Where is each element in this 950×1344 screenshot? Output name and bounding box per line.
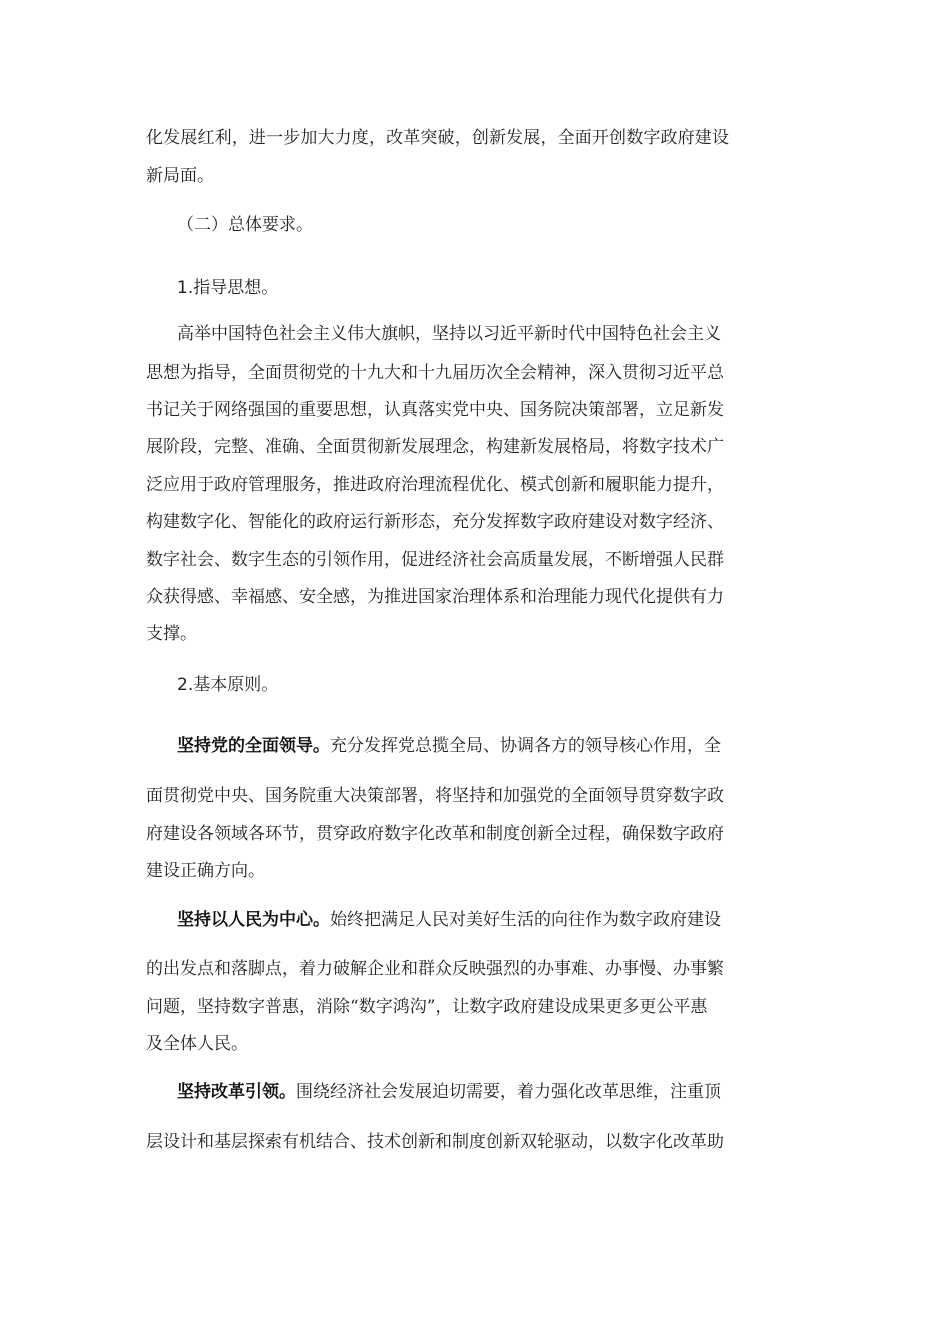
principle-first-line bbox=[177, 1080, 721, 1104]
paragraph-line: 支撑。 bbox=[146, 624, 197, 644]
paragraph-line: 及全体人民。 bbox=[146, 1034, 248, 1054]
principle-lead: 坚持改革引领。 bbox=[177, 1082, 296, 1102]
paragraph-line: 府建设各领域各环节，贯穿政府数字化改革和制度创新全过程，确保数字政府 bbox=[146, 824, 724, 844]
paragraph-line: 面贯彻党中央、国务院重大决策部署，将坚持和加强党的全面领导贯穿数字政 bbox=[146, 786, 724, 806]
intro-line: 化发展红利，进一步加大力度，改革突破，创新发展，全面开创数字政府建设 bbox=[146, 128, 730, 148]
paragraph-line: 书记关于网络强国的重要思想，认真落实党中央、国务院决策部署，立足新发 bbox=[146, 400, 724, 420]
paragraph-line: 层设计和基层探索有机结合、技术创新和制度创新双轮驱动，以数字化改革助 bbox=[146, 1132, 724, 1152]
paragraph-line: 数字社会、数字生态的引领作用，促进经济社会高质量发展，不断增强人民群 bbox=[146, 550, 724, 570]
subsection-heading: 1.指导思想。 bbox=[177, 278, 279, 298]
paragraph-line: 众获得感、幸福感、安全感，为推进国家治理体系和治理能力现代化提供有力 bbox=[146, 587, 724, 607]
principle-text: 充分发挥党总揽全局、协调各方的领导核心作用，全 bbox=[330, 736, 721, 756]
subsection-heading: 2.基本原则。 bbox=[177, 675, 279, 695]
principle-text: 始终把满足人民对美好生活的向往作为数字政府建设 bbox=[330, 910, 721, 930]
paragraph-line: 泛应用于政府管理服务，推进政府治理流程优化、模式创新和履职能力提升， bbox=[146, 475, 724, 495]
paragraph-line: 展阶段，完整、准确、全面贯彻新发展理念，构建新发展格局，将数字技术广 bbox=[146, 437, 724, 457]
principle-first-line bbox=[177, 908, 721, 932]
principle-lead: 坚持党的全面领导。 bbox=[177, 736, 330, 756]
paragraph-line: 建设正确方向。 bbox=[146, 861, 265, 881]
principle-lead: 坚持以人民为中心。 bbox=[177, 910, 330, 930]
section-heading: （二）总体要求。 bbox=[177, 215, 313, 235]
paragraph-line: 的出发点和落脚点，着力破解企业和群众反映强烈的办事难、办事慢、办事繁 bbox=[146, 959, 724, 979]
paragraph-line: 高举中国特色社会主义伟大旗帜，坚持以习近平新时代中国特色社会主义 bbox=[177, 324, 721, 344]
paragraph-line: 问题，坚持数字普惠，消除“数字鸿沟”，让数字政府建设成果更多更公平惠 bbox=[146, 997, 708, 1017]
paragraph-line: 思想为指导，全面贯彻党的十九大和十九届历次全会精神，深入贯彻习近平总 bbox=[146, 363, 724, 383]
principle-text: 围绕经济社会发展迫切需要，着力强化改革思维，注重顶 bbox=[296, 1082, 721, 1102]
intro-line: 新局面。 bbox=[146, 166, 214, 186]
principle-first-line bbox=[177, 734, 721, 758]
paragraph-line: 构建数字化、智能化的政府运行新形态，充分发挥数字政府建设对数字经济、 bbox=[146, 512, 724, 532]
